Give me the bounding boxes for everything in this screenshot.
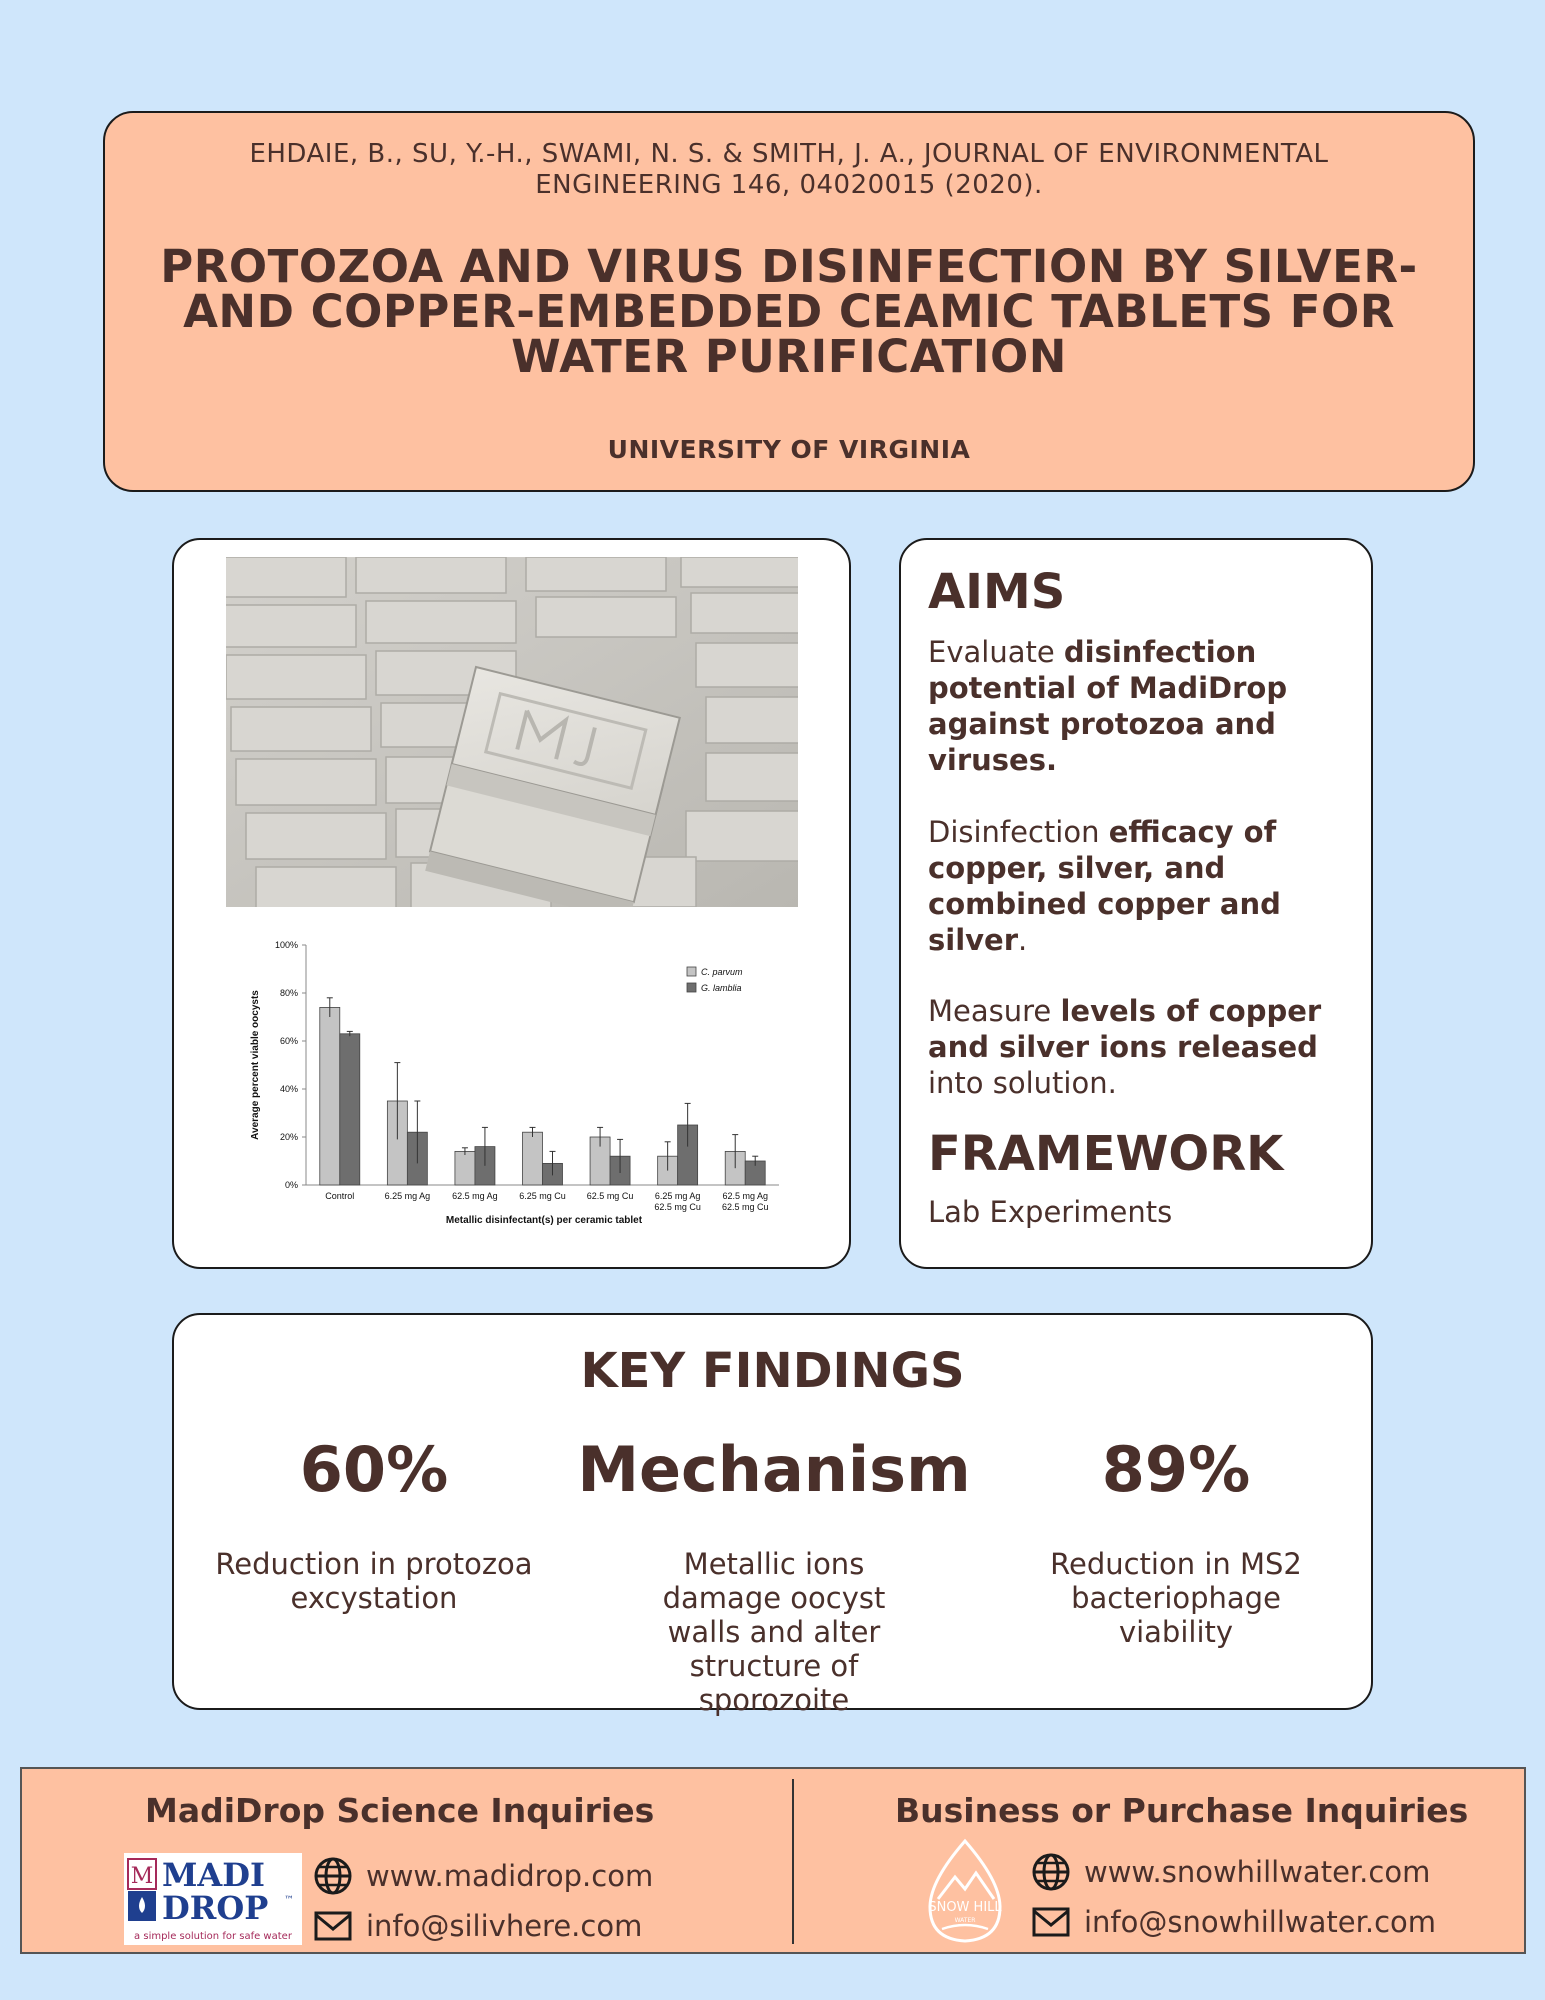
stat-block bbox=[174, 1435, 574, 1615]
framework-value: Lab Experiments bbox=[928, 1195, 1173, 1229]
snowhill-email-link[interactable]: info@snowhillwater.com bbox=[1084, 1905, 1437, 1939]
x-tick-label: 62.5 mg Cu bbox=[654, 1202, 701, 1212]
stat-value: 89% bbox=[1101, 1433, 1251, 1506]
science-inquiries-heading: MadiDrop Science Inquiries bbox=[145, 1791, 655, 1830]
stat-block bbox=[574, 1435, 974, 1717]
legend-label: G. lamblia bbox=[701, 983, 742, 993]
svg-text:SNOW HILL: SNOW HILL bbox=[928, 1900, 1002, 1915]
madidrop-logo bbox=[124, 1853, 302, 1945]
x-tick-label: 62.5 mg Cu bbox=[721, 1202, 769, 1212]
aim-1: Evaluate disinfection potential of MadiDrop against protozoa and viruses. bbox=[928, 635, 1288, 777]
x-tick-label: 6.25 mg Ag bbox=[654, 1191, 701, 1201]
x-tick-label: 62.5 mg Ag bbox=[722, 1191, 768, 1201]
svg-text:WATER: WATER bbox=[954, 1917, 976, 1924]
svg-text:a simple solution for safe wat: a simple solution for safe water bbox=[134, 1931, 292, 1942]
y-axis-label: Average percent viable oocysts bbox=[250, 990, 261, 1140]
madidrop-website-link[interactable]: www.madidrop.com bbox=[366, 1859, 654, 1893]
svg-text:M: M bbox=[130, 1864, 154, 1889]
bar bbox=[455, 1151, 475, 1185]
x-tick-label: 6.25 mg Ag bbox=[384, 1191, 431, 1201]
snowhill-website-row bbox=[1030, 1851, 1430, 1893]
stat-description: Reduction in MS2 bacteriophage viability bbox=[1050, 1547, 1302, 1649]
aims-card bbox=[899, 538, 1373, 1269]
stat-value: 60% bbox=[299, 1433, 449, 1506]
framework-heading: FRAMEWORK bbox=[928, 1126, 1284, 1182]
mail-icon bbox=[1030, 1901, 1072, 1943]
y-tick-label: 0% bbox=[284, 1180, 298, 1190]
aim-2: Disinfection efficacy of copper, silver, and combined copper and silver. bbox=[928, 815, 1281, 957]
y-tick-label: 80% bbox=[279, 988, 298, 998]
globe-icon bbox=[312, 1855, 354, 1897]
aim-3: Measure levels of copper and silver ions released into solution. bbox=[928, 994, 1322, 1100]
citation: EHDAIE, B., SU, Y.-H., SWAMI, N. S. & SMITH, J. A., JOURNAL OF ENVIRONMENTAL ENGINEERING 146, 04020015 (2020). bbox=[249, 139, 1329, 200]
snowhill-email-row bbox=[1030, 1901, 1436, 1943]
viability-bar-chart bbox=[234, 935, 804, 1250]
header-box bbox=[103, 111, 1475, 492]
legend-swatch bbox=[687, 967, 696, 976]
stat-description: Metallic ions damage oocyst walls and alter structure of sporozoite bbox=[662, 1547, 886, 1717]
key-findings-card bbox=[172, 1313, 1373, 1717]
snowhill-website-link[interactable]: www.snowhillwater.com bbox=[1084, 1855, 1431, 1889]
legend-swatch bbox=[687, 983, 696, 992]
stat-description: Reduction in protozoa excystation bbox=[215, 1547, 533, 1615]
bar bbox=[523, 1132, 543, 1185]
madidrop-website-row bbox=[312, 1855, 653, 1897]
x-tick-label: 62.5 mg Cu bbox=[586, 1191, 634, 1201]
x-tick-label: 62.5 mg Ag bbox=[452, 1191, 498, 1201]
aims-heading: AIMS bbox=[928, 564, 1066, 620]
stat-value: Mechanism bbox=[577, 1433, 971, 1506]
y-tick-label: 60% bbox=[279, 1036, 298, 1046]
bar bbox=[320, 1007, 340, 1185]
madidrop-email-link[interactable]: info@silivhere.com bbox=[366, 1909, 643, 1943]
ceramic-tablets-photo bbox=[226, 557, 798, 907]
bar bbox=[340, 1034, 360, 1185]
x-axis-label: Metallic disinfectant(s) per ceramic tablet bbox=[445, 1215, 643, 1226]
x-tick-label: Control bbox=[325, 1191, 355, 1201]
organization: UNIVERSITY OF VIRGINIA bbox=[607, 435, 971, 464]
business-inquiries-heading: Business or Purchase Inquiries bbox=[895, 1791, 1469, 1830]
y-tick-label: 20% bbox=[279, 1132, 298, 1142]
stat-block bbox=[976, 1435, 1376, 1649]
snow-hill-logo bbox=[910, 1837, 1020, 1947]
mail-icon bbox=[312, 1905, 354, 1947]
page-title: PROTOZOA AND VIRUS DISINFECTION BY SILVER- AND COPPER-EMBEDDED CEAMIC TABLETS FOR WATER PURIFICATION bbox=[160, 240, 1418, 383]
madidrop-email-row bbox=[312, 1905, 642, 1947]
key-findings-heading: KEY FINDINGS bbox=[580, 1343, 965, 1399]
x-tick-label: 6.25 mg Cu bbox=[519, 1191, 566, 1201]
globe-icon bbox=[1030, 1851, 1072, 1893]
y-tick-label: 100% bbox=[274, 940, 298, 950]
figure-card bbox=[172, 538, 851, 1269]
svg-text:MADI: MADI bbox=[162, 1856, 265, 1894]
footer-divider bbox=[792, 1779, 794, 1944]
legend-label: C. parvum bbox=[701, 967, 743, 977]
svg-text:™: ™ bbox=[284, 1895, 294, 1906]
svg-text:DROP: DROP bbox=[162, 1889, 269, 1927]
footer bbox=[20, 1767, 1526, 1954]
y-tick-label: 40% bbox=[279, 1084, 298, 1094]
